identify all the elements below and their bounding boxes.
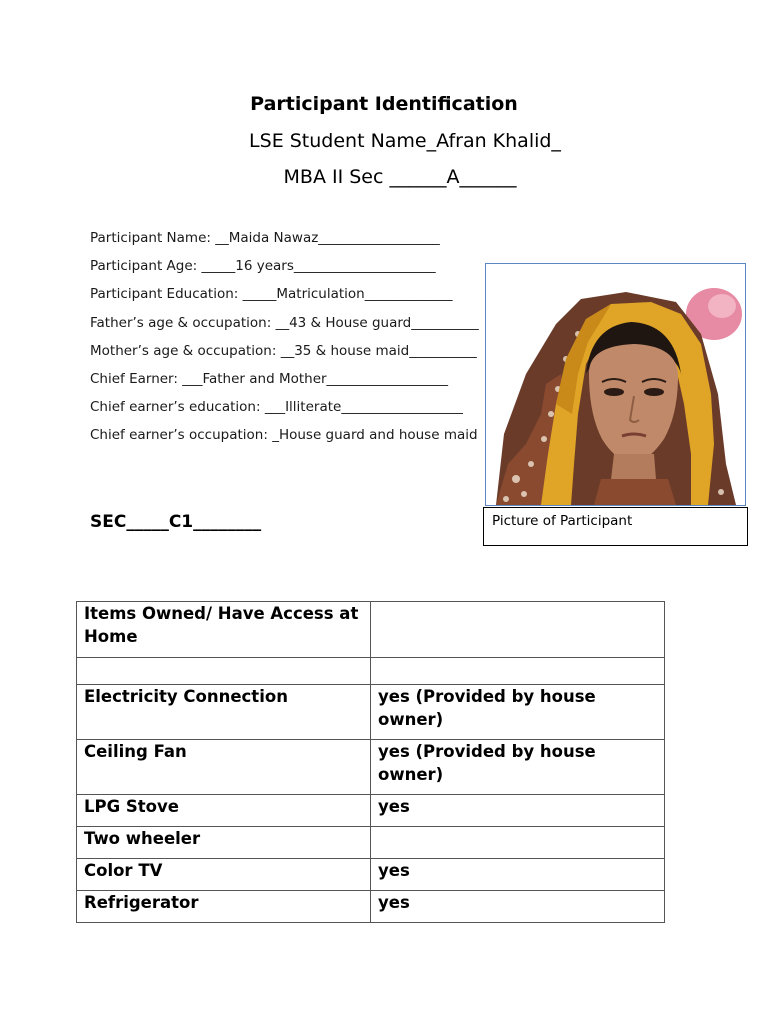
item-cell [77,658,371,685]
mother-age-occupation: Mother’s age & occupation: __35 & house maid__________ [90,342,477,359]
value-cell: yes [371,859,665,891]
item-cell: Refrigerator [77,891,371,923]
sec-code: SEC_____C1________ [90,512,262,532]
participant-details [90,229,479,455]
table-header-row [77,602,665,658]
value-cell: yes (Provided by house owner) [371,685,665,740]
item-cell: Ceiling Fan [77,740,371,795]
item-cell: LPG Stove [77,795,371,827]
participant-age: Participant Age: _____16 years_____________________ [90,258,436,275]
items-owned-table [76,601,665,923]
item-cell: Two wheeler [77,827,371,859]
value-cell [371,658,665,685]
participant-photo [485,263,746,506]
value-cell [371,827,665,859]
table-row [77,795,665,827]
table-row [77,658,665,685]
page-title [0,92,768,116]
value-cell: yes [371,891,665,923]
page-title-text: Participant Identification [250,93,518,115]
item-cell: Electricity Connection [77,685,371,740]
table-row [77,827,665,859]
participant-education: Participant Education: _____Matriculation_____________ [90,286,453,303]
table-row [77,891,665,923]
table-row [77,740,665,795]
chief-earner-education: Chief earner’s education: ___Illiterate__________________ [90,399,463,416]
table-row [77,859,665,891]
table-header-item: Items Owned/ Have Access at Home [77,602,371,658]
father-age-occupation: Father’s age & occupation: __43 & House guard__________ [90,314,479,331]
participant-portrait-image [486,264,745,505]
participant-name: Participant Name: __Maida Nawaz__________________ [90,230,440,246]
chief-earner: Chief Earner: ___Father and Mother__________________ [90,370,449,387]
class-section-line: MBA II Sec ______A______ [283,166,517,188]
value-cell: yes [371,795,665,827]
photo-caption: Picture of Participant [483,507,748,546]
table-row [77,685,665,740]
student-name-line: LSE Student Name_Afran Khalid_ [249,130,561,152]
table-header-value [371,602,665,658]
item-cell: Color TV [77,859,371,891]
chief-earner-occupation: Chief earner’s occupation: _House guard and house maid [90,427,478,444]
value-cell: yes (Provided by house owner) [371,740,665,795]
